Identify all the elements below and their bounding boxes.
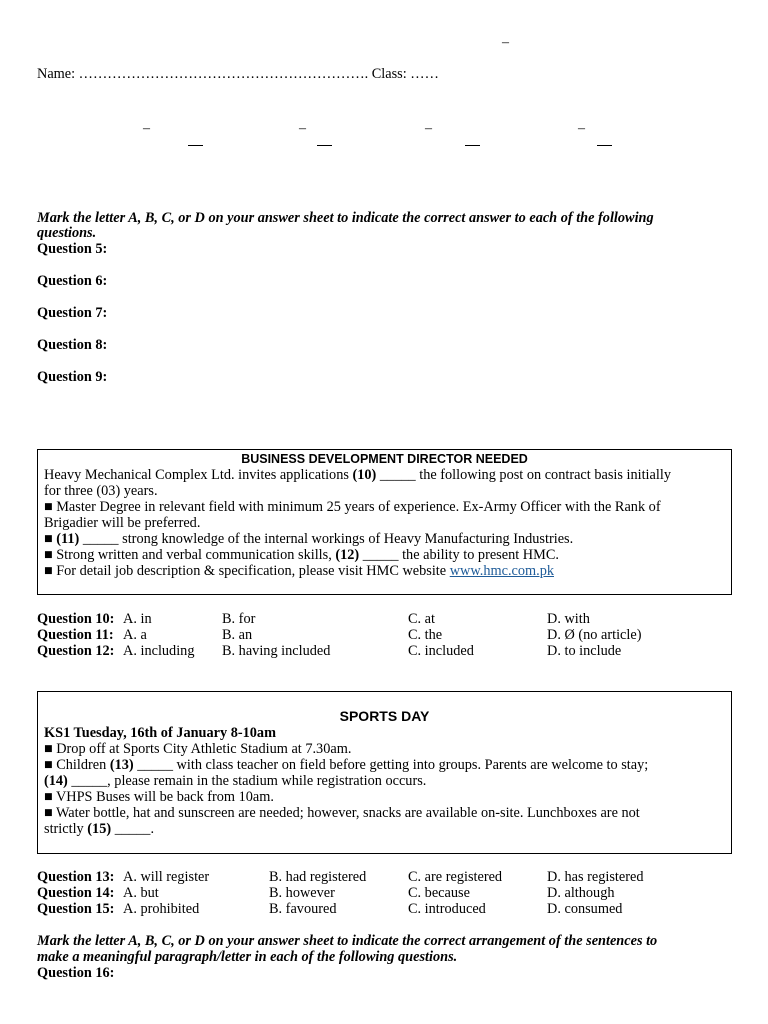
instruction-line: questions. [37, 225, 97, 241]
advert-line: Heavy Mechanical Complex Ltd. invites applications (10) _____ the following post on contract basis initially [44, 467, 671, 483]
option-b: B. however [269, 885, 335, 901]
hmc-website-link[interactable]: www.hmc.com.pk [449, 563, 554, 579]
question-label: Question 7: [37, 305, 108, 321]
option-c: C. introduced [408, 901, 486, 917]
question-label: Question 14: [37, 885, 115, 901]
dash-mark: – [143, 121, 150, 136]
question-row [37, 643, 737, 659]
option-d: D. has registered [547, 869, 644, 885]
advert-line: Brigadier will be preferred. [44, 515, 201, 531]
question-label: Question 11: [37, 627, 114, 643]
option-c: C. the [408, 627, 443, 643]
advert-line: ■ Master Degree in relevant field with minimum 25 years of experience. Ex-Army Officer with the Rank of [44, 499, 661, 515]
option-a: A. but [123, 885, 159, 901]
question-row [37, 627, 737, 643]
option-a: A. will register [123, 869, 210, 885]
question-label: Question 13: [37, 869, 115, 885]
name-class-line: Name: ……………………………………………………. Class: …… [37, 66, 439, 82]
option-c: C. at [408, 611, 436, 627]
advert-title: BUSINESS DEVELOPMENT DIRECTOR NEEDED [241, 452, 528, 466]
option-a: A. in [123, 611, 152, 627]
question-label: Question 10: [37, 611, 115, 627]
option-d: D. with [547, 611, 590, 627]
question-label: Question 12: [37, 643, 115, 659]
question-row [37, 885, 737, 901]
option-b: B. for [222, 611, 256, 627]
advert-line: ■ Strong written and verbal communication skills, (12) _____ the ability to present HMC. [44, 547, 559, 563]
option-d: D. although [547, 885, 615, 901]
answer-blank-line [317, 145, 332, 146]
sports-title: SPORTS DAY [339, 708, 430, 724]
option-c: C. are registered [408, 869, 503, 885]
advert-line: ■ (11) _____ strong knowledge of the internal workings of Heavy Manufacturing Industries. [44, 531, 574, 547]
question-row [37, 901, 737, 917]
option-b: B. had registered [269, 869, 367, 885]
option-d: D. consumed [547, 901, 623, 917]
sports-line: ■ Children (13) _____ with class teacher on field before getting into groups. Parents are welcome to stay; [44, 757, 649, 773]
instruction-line: Mark the letter A, B, C, or D on your answer sheet to indicate the correct answer to each of the following [37, 210, 654, 226]
question-label: Question 9: [37, 369, 108, 385]
question-label: Question 5: [37, 241, 108, 257]
option-b: B. an [222, 627, 253, 643]
sports-day-box [37, 691, 732, 854]
header-dash: – [502, 35, 509, 50]
option-a: A. prohibited [123, 901, 200, 917]
option-a: A. a [123, 627, 147, 643]
option-d: D. to include [547, 643, 622, 659]
answer-blank-line [597, 145, 612, 146]
question-label: Question 8: [37, 337, 108, 353]
option-c: C. because [408, 885, 470, 901]
question-label: Question 6: [37, 273, 108, 289]
answer-blank-line [465, 145, 480, 146]
question-row [37, 869, 737, 885]
advert-line: ■ For detail job description & specification, please visit HMC website www.hmc.com.pk [44, 563, 554, 579]
instruction-line: make a meaningful paragraph/letter in each of the following questions. [37, 949, 458, 965]
question-label: Question 15: [37, 901, 115, 917]
question-label: Question 16: [37, 965, 115, 981]
question-row [37, 611, 737, 627]
option-a: A. including [123, 643, 195, 659]
sports-line: ■ Drop off at Sports City Athletic Stadium at 7.30am. [44, 741, 352, 757]
sports-line: ■ VHPS Buses will be back from 10am. [44, 789, 274, 805]
sports-line: (14) _____, please remain in the stadium while registration occurs. [44, 773, 427, 789]
option-c: C. included [408, 643, 474, 659]
dash-mark: – [299, 121, 306, 136]
option-b: B. having included [222, 643, 331, 659]
option-d: D. Ø (no article) [547, 627, 642, 643]
sports-subtitle: KS1 Tuesday, 16th of January 8-10am [44, 725, 276, 741]
dash-mark: – [425, 121, 432, 136]
instruction-line: Mark the letter A, B, C, or D on your answer sheet to indicate the correct arrangement of the sentences to [37, 933, 658, 949]
dash-mark: – [578, 121, 585, 136]
option-b: B. favoured [269, 901, 337, 917]
job-advert-box [37, 449, 732, 595]
answer-blank-line [188, 145, 203, 146]
sports-line: ■ Water bottle, hat and sunscreen are needed; however, snacks are available on-site. Lunchboxes are not [44, 805, 640, 821]
sports-line: strictly (15) _____. [44, 821, 155, 837]
advert-line: for three (03) years. [44, 483, 158, 499]
